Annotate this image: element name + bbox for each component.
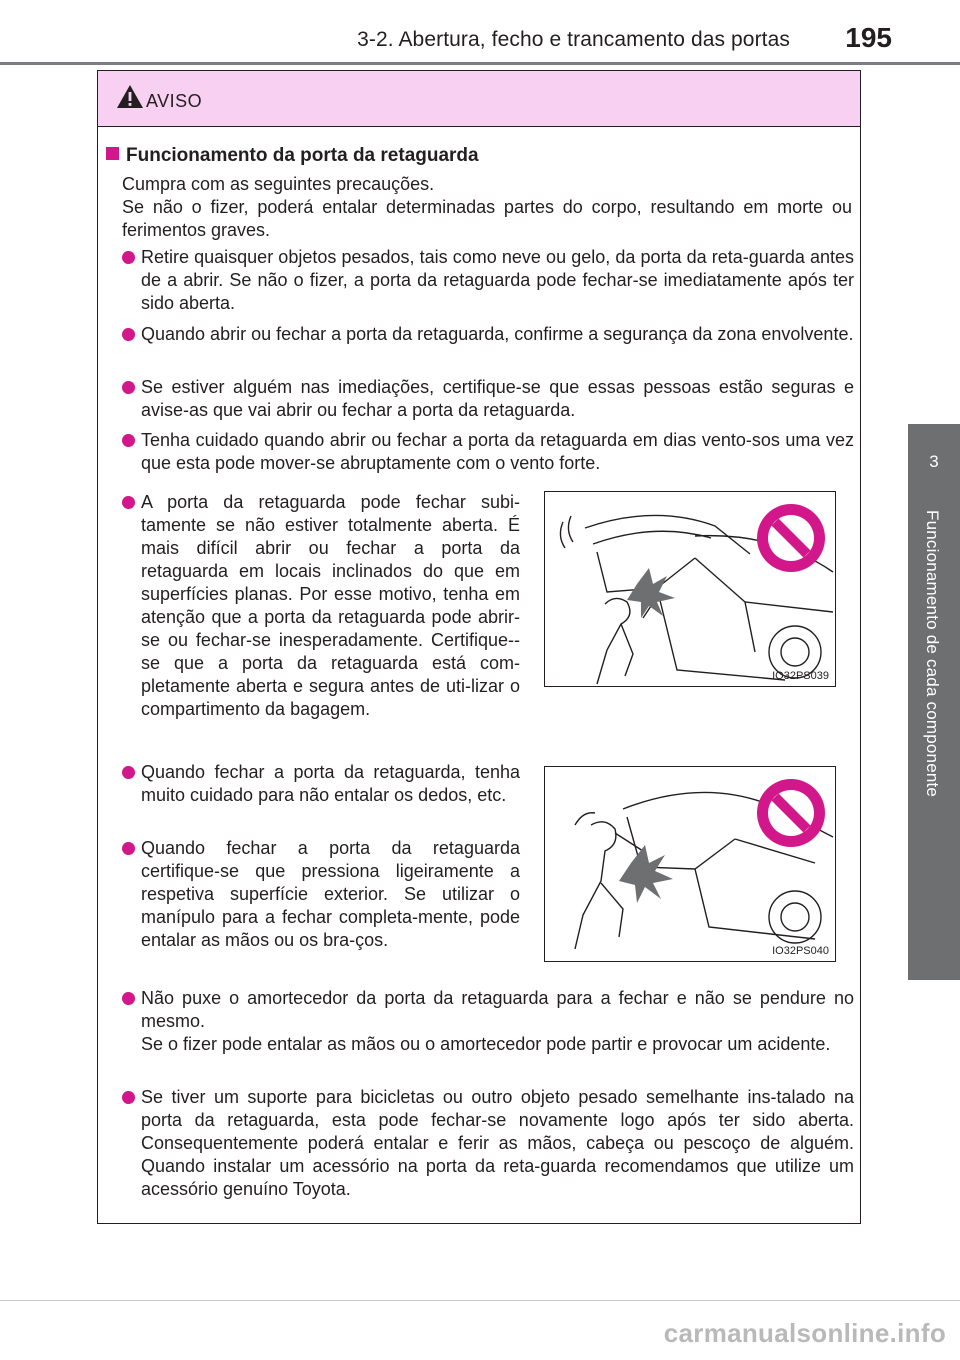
chapter-tab[interactable] bbox=[908, 424, 960, 502]
bullet-text: Quando fechar a porta da retaguarda certifique-se que pressiona ligeiramente a respetiva superfície exterior. Se utilizar o manípulo para a fechar completa-mente, pode entalar as mãos ou os bra-ços. bbox=[141, 838, 520, 950]
chapter-number: 3 bbox=[929, 452, 939, 471]
chapter-title: Funcionamento de cada componente bbox=[923, 510, 942, 798]
intro-line-1: Cumpra com as seguintes precauções. bbox=[122, 174, 435, 194]
bullet-extra-text: Se o fizer pode entalar as mãos ou o amortecedor pode partir e provocar um acidente. bbox=[141, 1034, 831, 1054]
bullet-item bbox=[122, 323, 854, 346]
bullet-text: Não puxe o amortecedor da porta da retaguarda para a fechar e não se pendure no mesmo. bbox=[141, 988, 854, 1031]
bullet-item bbox=[122, 837, 520, 952]
bullet-dot-icon bbox=[122, 381, 135, 394]
header-divider bbox=[0, 62, 960, 65]
bullet-item bbox=[122, 1086, 854, 1201]
bullet-dot-icon bbox=[122, 766, 135, 779]
intro-line-2: Se não o fizer, poderá entalar determinadas partes do corpo, resultando em morte ou ferimentos graves. bbox=[122, 197, 852, 240]
bullet-dot-icon bbox=[122, 251, 135, 264]
bullet-text: Se estiver alguém nas imediações, certifique-se que essas pessoas estão seguras e avise-as que vai abrir ou fechar a porta da retaguarda. bbox=[141, 377, 854, 420]
warning-triangle-icon bbox=[116, 84, 144, 109]
bullet-item bbox=[122, 376, 854, 422]
intro-text bbox=[122, 173, 852, 242]
section-title-text: Funcionamento da porta da retaguarda bbox=[126, 145, 479, 166]
bullet-dot-icon bbox=[122, 328, 135, 341]
figure-tailgate-slope bbox=[544, 491, 836, 687]
footer-divider bbox=[0, 1300, 960, 1301]
warning-box bbox=[97, 70, 861, 1224]
bullet-dot-icon bbox=[122, 1091, 135, 1104]
bullet-text: Retire quaisquer objetos pesados, tais como neve ou gelo, da porta da reta-guarda antes de a abrir. Se não o fizer, a porta da retaguarda pode fechar-se imediatamente após ter sido aberta. bbox=[141, 247, 854, 313]
bullet-item bbox=[122, 491, 520, 721]
figure-code: IO32PS039 bbox=[772, 670, 829, 682]
section-square-icon bbox=[106, 147, 119, 160]
section-title bbox=[106, 145, 479, 167]
bullet-item bbox=[122, 987, 854, 1056]
bullet-text: Se tiver um suporte para bicicletas ou outro objeto pesado semelhante ins-talado na porta da retaguarda, esta pode fechar-se novamente logo após ter sido aberta. Consequentemente poderá entalar e ferir as mãos, cabeça ou pescoço de alguém. Quando instalar um acessório na porta da reta-guarda recomendamos que utilize um acessório genuíno Toyota. bbox=[141, 1087, 854, 1199]
warning-label: AVISO bbox=[146, 91, 203, 111]
bullet-dot-icon bbox=[122, 434, 135, 447]
figure-code: IO32PS040 bbox=[772, 945, 829, 957]
car-illustration-icon bbox=[545, 767, 835, 961]
bullet-dot-icon bbox=[122, 842, 135, 855]
bullet-text: Quando abrir ou fechar a porta da retaguarda, confirme a segurança da zona envolvente. bbox=[141, 324, 854, 344]
bullet-text: A porta da retaguarda pode fechar subi-tamente se não estiver totalmente aberta. É mais difícil abrir ou fechar a porta da retaguarda em locais inclinados do que em superfícies planas. Por esse motivo, tenha em atenção que a porta da retaguarda pode abrir-se ou fechar-se inesperadamente. Certifique--se que a porta da retaguarda está com-pletamente aberta e segura antes de uti-lizar o compartimento da bagagem. bbox=[141, 492, 520, 719]
bullet-dot-icon bbox=[122, 496, 135, 509]
page-number: 195 bbox=[845, 22, 892, 53]
watermark: carmanualsonline.info bbox=[663, 1318, 946, 1348]
warning-header bbox=[98, 71, 860, 127]
bullet-item bbox=[122, 246, 854, 315]
page-header-title: 3-2. Abertura, fecho e trancamento das portas bbox=[357, 28, 790, 51]
bullet-item bbox=[122, 761, 520, 807]
car-illustration-icon bbox=[545, 492, 835, 686]
figure-tailgate-closing bbox=[544, 766, 836, 962]
bullet-item bbox=[122, 429, 854, 475]
bullet-text: Quando fechar a porta da retaguarda, tenha muito cuidado para não entalar os dedos, etc. bbox=[141, 762, 520, 805]
bullet-dot-icon bbox=[122, 992, 135, 1005]
chapter-side-bar bbox=[908, 502, 960, 980]
bullet-text: Tenha cuidado quando abrir ou fechar a porta da retaguarda em dias vento-sos uma vez que esta pode mover-se abruptamente com o vento forte. bbox=[141, 430, 854, 473]
